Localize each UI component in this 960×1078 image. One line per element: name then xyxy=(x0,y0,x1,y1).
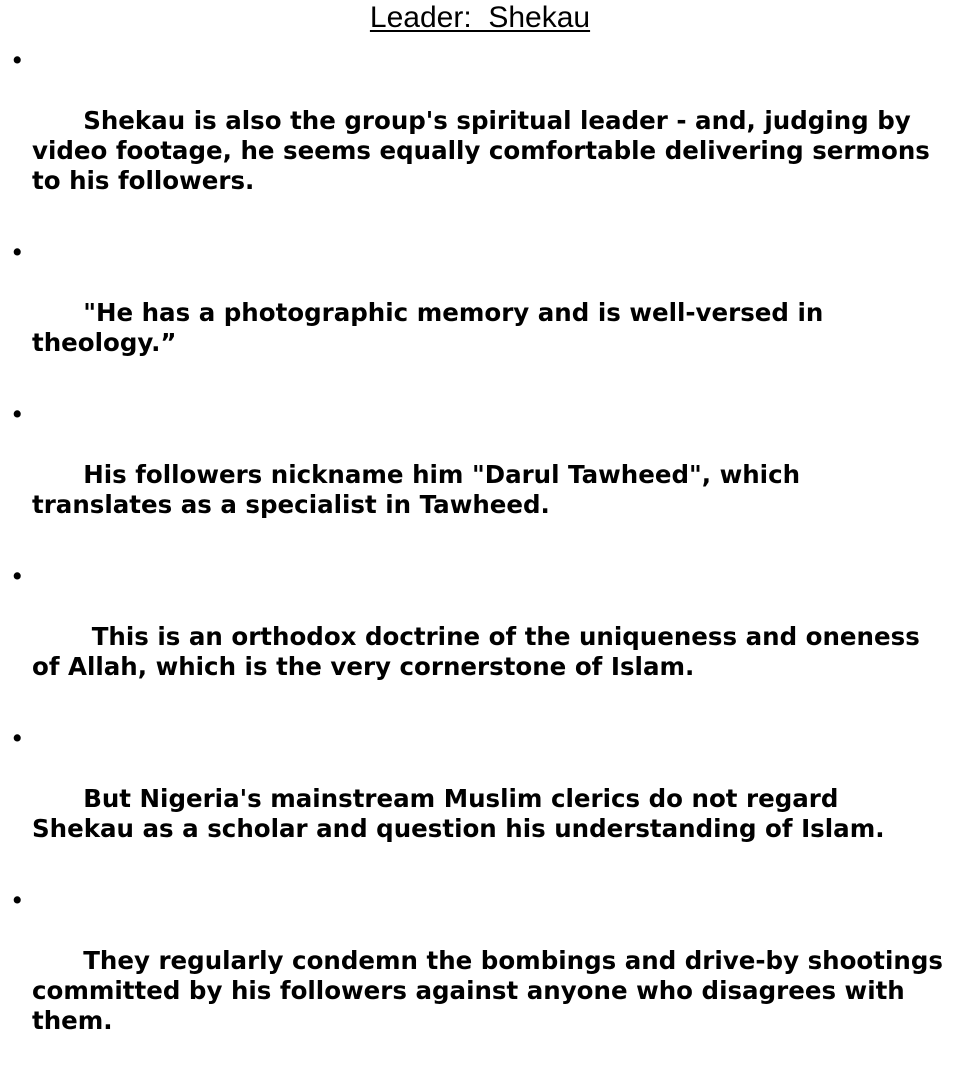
bullet-item xyxy=(10,562,945,712)
bullet-item xyxy=(10,724,945,874)
bullet-dot-icon: • xyxy=(10,886,25,915)
bullet-text: But Nigeria's mainstream Muslim clerics do not regard Shekau as a scholar and question his understanding of Islam. xyxy=(32,784,885,843)
bullet-item xyxy=(10,886,952,1066)
bullet-dot-icon: • xyxy=(10,400,25,429)
bullet-dot-icon: • xyxy=(10,238,25,267)
bullet-item xyxy=(10,400,945,550)
bullet-list xyxy=(10,46,952,1078)
bullet-text: His followers nickname him "Darul Tawheed", which translates as a specialist in Tawheed. xyxy=(32,460,809,519)
bullet-item xyxy=(10,238,945,388)
bullet-text: "He has a photographic memory and is well-versed in theology.” xyxy=(32,298,832,357)
bullet-dot-icon: • xyxy=(10,562,25,591)
bullet-dot-icon: • xyxy=(10,46,25,75)
bullet-text: Shekau is also the group's spiritual leader - and, judging by video footage, he seems equally comfortable delivering sermons to his followers. xyxy=(32,106,939,195)
slide-title: Leader: Shekau xyxy=(369,1,591,34)
bullet-dot-icon: • xyxy=(10,724,25,753)
bullet-text: This is an orthodox doctrine of the uniqueness and oneness of Allah, which is the very cornerstone of Islam. xyxy=(32,622,929,681)
bullet-item xyxy=(10,46,945,226)
bullet-text: They regularly condemn the bombings and drive-by shootings committed by his followers against anyone who disagrees with them. xyxy=(32,946,952,1035)
